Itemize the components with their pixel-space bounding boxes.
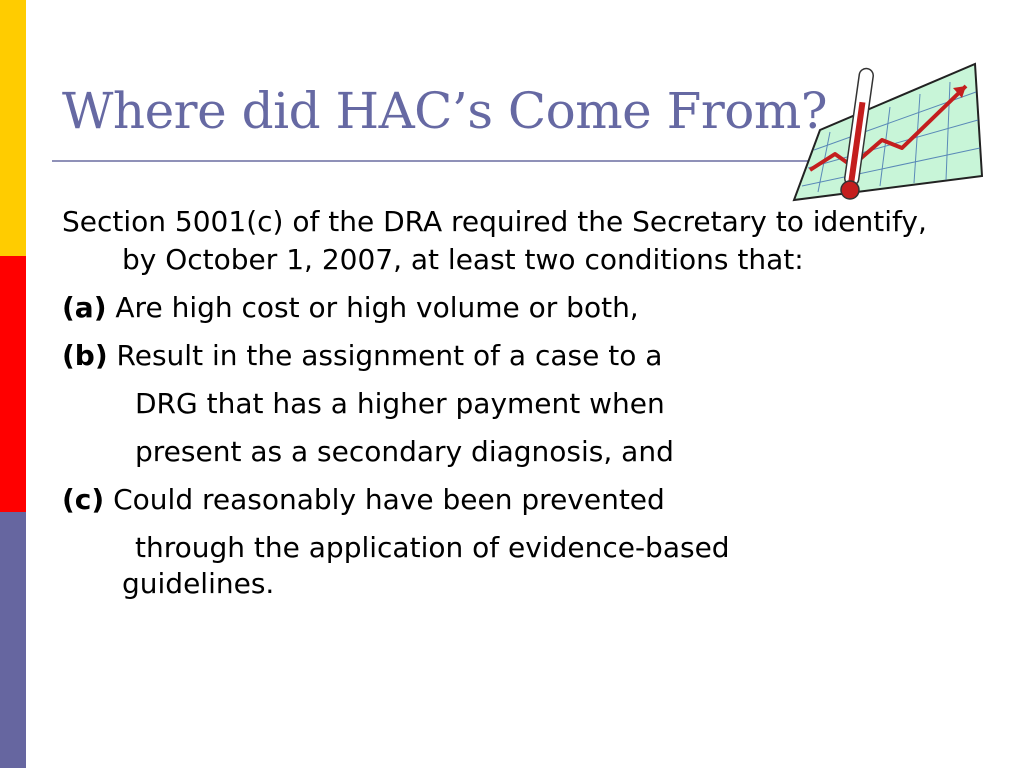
item-label: (c) [62, 483, 105, 516]
slide-body [62, 203, 962, 603]
item-text: Are high cost or high volume or both, [115, 291, 639, 324]
side-band-yellow [0, 0, 26, 256]
side-band-red [0, 256, 26, 512]
list-item-continuation: through the application of evidence-based [135, 531, 730, 564]
item-label: (b) [62, 339, 108, 372]
list-item-a [62, 289, 962, 327]
item-label: (a) [62, 291, 107, 324]
list-item-continuation: DRG that has a higher payment when [135, 387, 665, 420]
list-item-continuation: present as a secondary diagnosis, and [135, 435, 674, 468]
slide-title: Where did HAC’s Come From? [62, 82, 828, 140]
intro-paragraph: Section 5001(c) of the DRA required the Secretary to identify, by October 1, 2007, at least two conditions that: [62, 205, 927, 276]
thermometer-chart-icon [790, 62, 986, 212]
title-divider [52, 160, 852, 162]
side-band-purple [0, 512, 26, 768]
list-item-b [62, 337, 962, 375]
final-line: guidelines. [122, 567, 275, 600]
item-text: Could reasonably have been prevented [113, 483, 665, 516]
list-item-c [62, 481, 962, 519]
item-text: Result in the assignment of a case to a [116, 339, 663, 372]
